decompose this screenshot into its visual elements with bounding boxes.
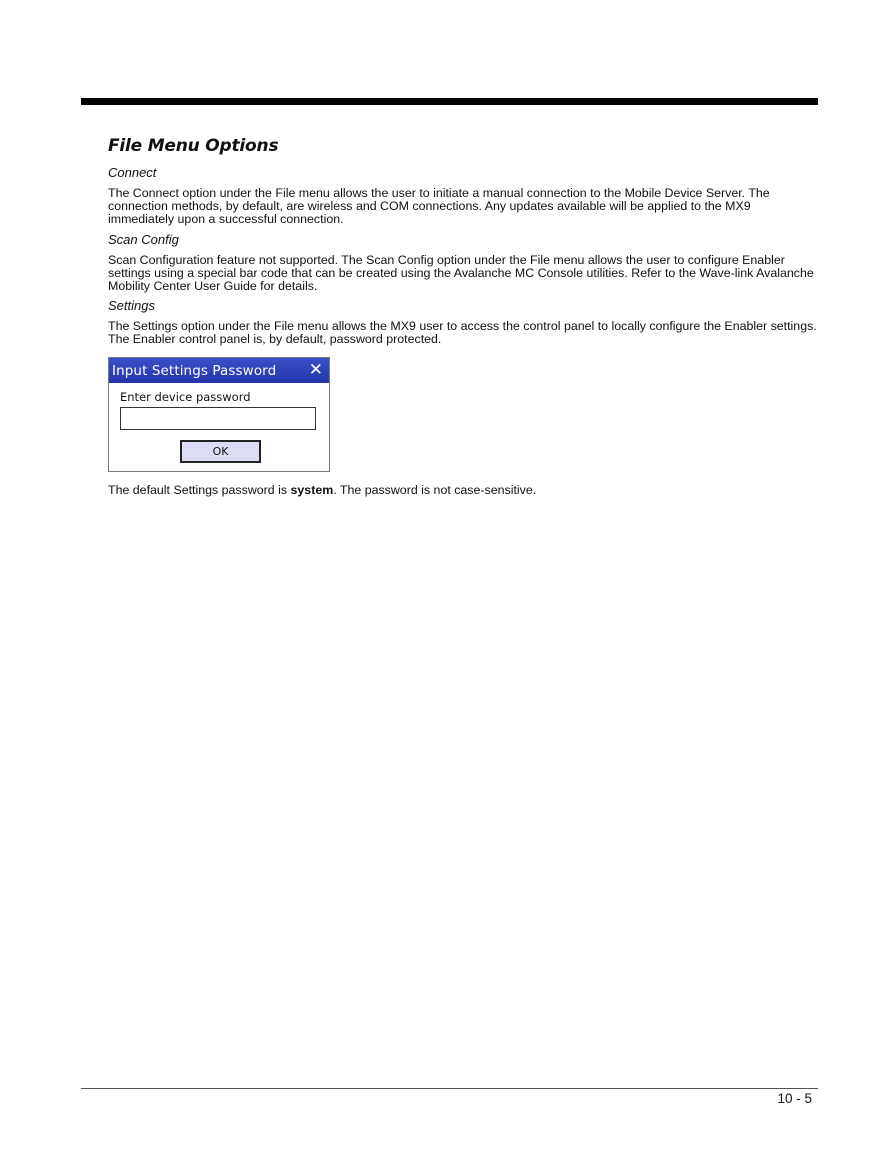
password-note — [108, 483, 818, 497]
password-note-suffix: . The password is not case-sensitive. — [333, 483, 537, 497]
connect-heading: Connect — [108, 165, 157, 180]
password-label: Enter device password — [120, 390, 251, 404]
settings-body: The Settings option under the File menu allows the MX9 user to access the control panel to locally configure the Enabler settings. The Enabler control panel is, by default, password protected. — [108, 319, 817, 347]
password-dialog — [108, 357, 330, 472]
header-rule — [81, 98, 818, 105]
settings-heading: Settings — [108, 298, 155, 314]
password-input[interactable] — [120, 407, 316, 430]
scan-config-heading: Scan Config — [108, 231, 179, 247]
dialog-titlebar — [109, 358, 329, 383]
default-password: system — [290, 483, 334, 497]
close-icon[interactable]: ✕ — [308, 360, 323, 380]
scan-config-body: Scan Configuration feature not supported. The Scan Config option under the File menu allows the user to configure Enabler settings using a special bar code that can be created using the Avalanche MC Console utilities. Refer to the Wave-link Avalanche Mobility Center User Guide for details. — [108, 252, 814, 294]
dialog-title: Input Settings Password — [112, 362, 277, 379]
connect-body: The Connect option under the File menu allows the user to initiate a manual connection to the Mobile Device Server. The connection methods, by default, are wireless and COM connections. Any updates available will be applied to the MX9 immediately upon a successful connection. — [108, 186, 770, 227]
page-content — [108, 136, 818, 353]
ok-button[interactable]: OK — [180, 440, 261, 463]
page-number: 10 - 5 — [777, 1091, 812, 1106]
password-note-prefix: The default Settings password is — [108, 483, 291, 497]
section-title: File Menu Options — [108, 136, 279, 156]
footer-rule — [81, 1088, 818, 1089]
